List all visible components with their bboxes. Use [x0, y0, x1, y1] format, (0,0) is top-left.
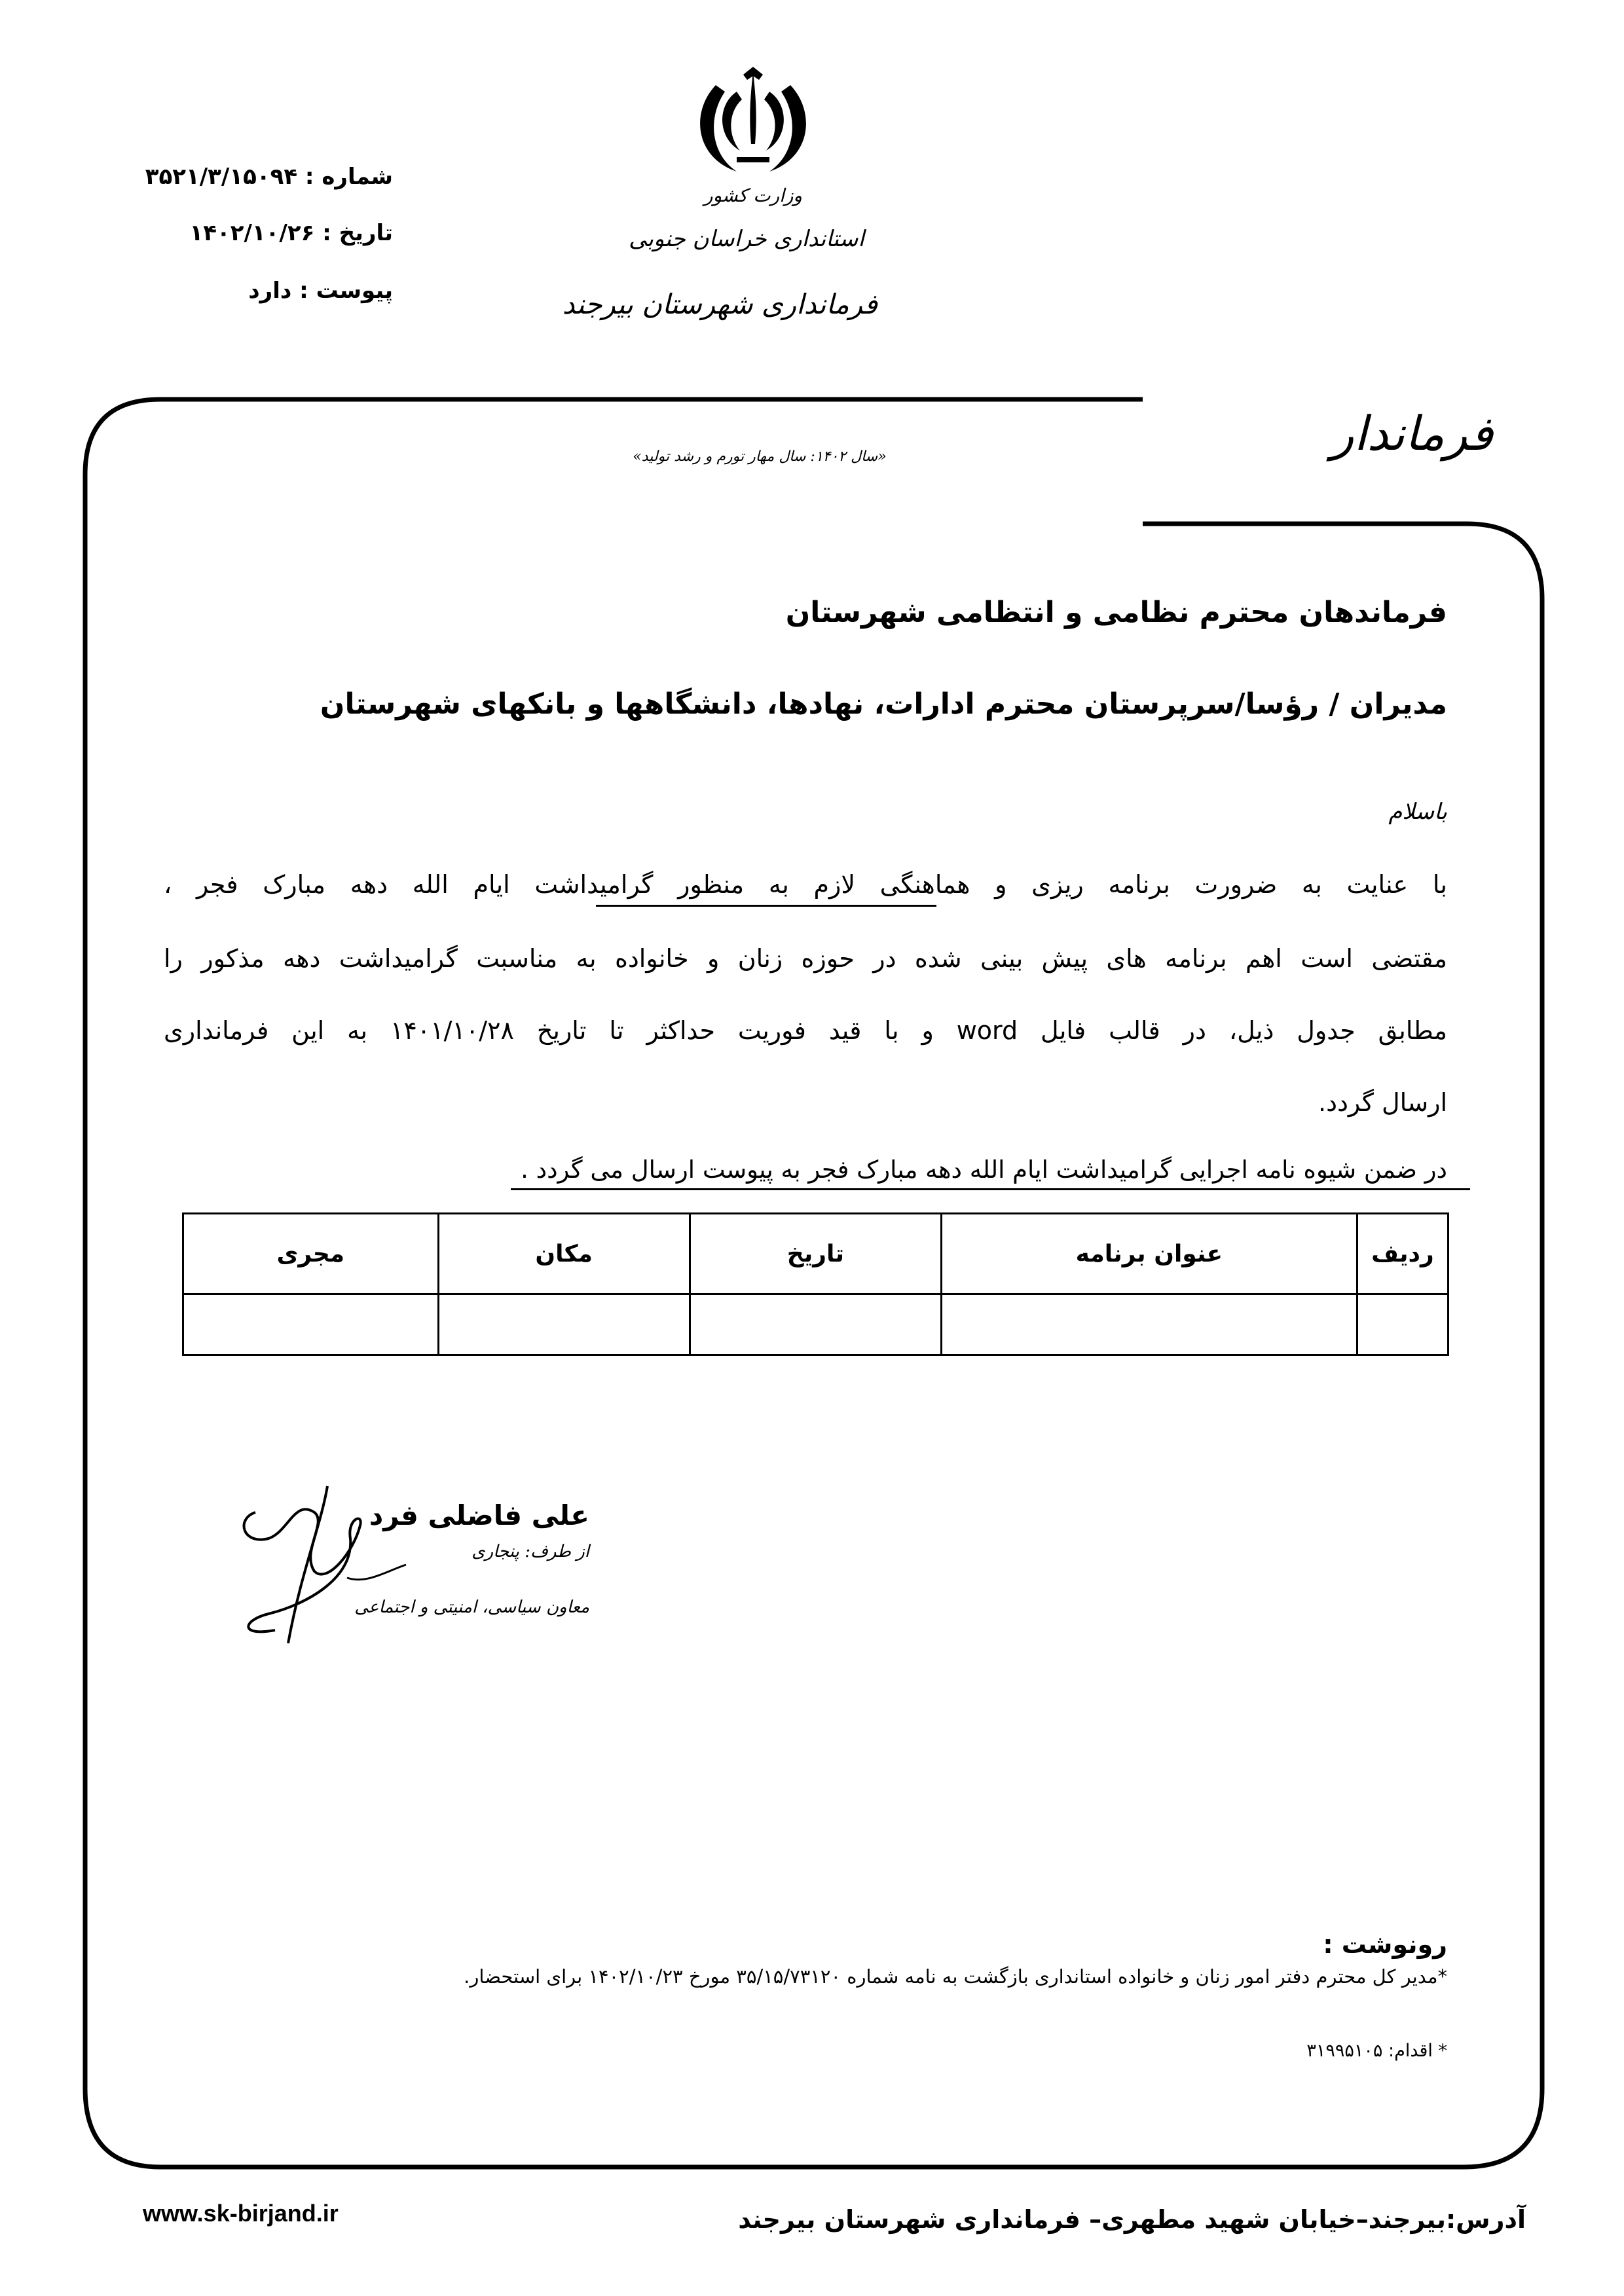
signatory-position: معاون سیاسی، امنیتی و اجتماعی	[354, 1597, 589, 1617]
emphasis-underline	[596, 905, 936, 907]
footer-website[interactable]: www.sk-birjand.ir	[143, 2200, 339, 2227]
recipient-line-2: مدیران / رؤسا/سرپرستان محترم ادارات، نهادها، دانشگاهها و بانکهای شهرستان	[320, 687, 1447, 721]
program-table-header-row	[183, 1214, 1449, 1294]
body-note: در ضمن شیوه نامه اجرایی گرامیداشت ایام الله دهه مبارک فجر به پیوست ارسال می گردد .	[521, 1156, 1447, 1184]
signatory-on-behalf: از طرف: پنجاری	[471, 1542, 589, 1561]
letter-number-value: ۳۵۲۱/۳/۱۵۰۹۴	[145, 164, 298, 190]
col-header-date: تاریخ	[690, 1214, 941, 1294]
cc-title: رونوشت :	[1323, 1930, 1447, 1959]
cc-item-1: *مدیر کل محترم دفتر امور زنان و خانواده استانداری بازگشت به نامه شماره ۳۵/۱۵/۷۳۱۲۰ مورخ ۱۴۰۲/۱۰/۲۳ برای استحضار.	[464, 1965, 1447, 1988]
table-cell-place[interactable]	[438, 1294, 690, 1355]
program-table	[182, 1212, 1449, 1356]
signatory-name: علی فاضلی فرد	[369, 1499, 589, 1531]
table-cell-row-number[interactable]	[1357, 1294, 1448, 1355]
governor-title: فرماندار	[1331, 406, 1493, 461]
ministry-name: وزارت کشور	[704, 185, 802, 206]
note-underline	[511, 1188, 1470, 1190]
province-name: استانداری خراسان جنوبی	[629, 226, 864, 252]
body-paragraph-line-1: با عنایت به ضرورت برنامه ریزی و هماهنگی لازم به منظور گرامیداشت ایام الله دهه مبارک فجر ،	[164, 870, 1447, 899]
table-cell-program-title[interactable]	[942, 1294, 1357, 1355]
col-header-row-number: ردیف	[1357, 1214, 1448, 1294]
col-header-program-title: عنوان برنامه	[942, 1214, 1357, 1294]
table-cell-executor[interactable]	[183, 1294, 439, 1355]
col-header-executor: مجری	[183, 1214, 439, 1294]
letter-number-label: شماره :	[304, 164, 393, 190]
letter-date-value: ۱۴۰۲/۱۰/۲۶	[189, 220, 315, 246]
cc-item-2: * اقدام: ۳۱۹۹۵۱۰۵	[1306, 2041, 1447, 2061]
letter-date-label: تاریخ :	[322, 220, 393, 246]
col-header-place: مکان	[438, 1214, 690, 1294]
table-cell-date[interactable]	[690, 1294, 941, 1355]
table-row	[183, 1294, 1449, 1355]
year-slogan: «سال ۱۴۰۲: سال مهار تورم و رشد تولید»	[633, 448, 887, 465]
letter-attachment-label: پیوست :	[299, 278, 393, 304]
letter-attachment-value: دارد	[248, 278, 292, 304]
recipient-line-1: فرماندهان محترم نظامی و انتظامی شهرستان	[785, 596, 1447, 629]
body-paragraph-line-4: ارسال گردد.	[1318, 1088, 1447, 1117]
body-paragraph-line-2: مقتضی است اهم برنامه های پیش بینی شده در حوزه زنان و خانواده به مناسبت گرامیداشت دهه مذکور را	[164, 944, 1447, 973]
office-name: فرمانداری شهرستان بیرجند	[562, 288, 877, 320]
footer-address: آدرس:بیرجند–خیابان شهید مطهری– فرمانداری شهرستان بیرجند	[738, 2205, 1526, 2234]
body-paragraph-line-3: مطابق جدول ذیل، در قالب فایل word و با قید فوریت حداکثر تا تاریخ ۱۴۰۱/۱۰/۲۸ به این فرمانداری	[164, 1016, 1447, 1045]
greeting: باسلام	[1388, 799, 1447, 825]
